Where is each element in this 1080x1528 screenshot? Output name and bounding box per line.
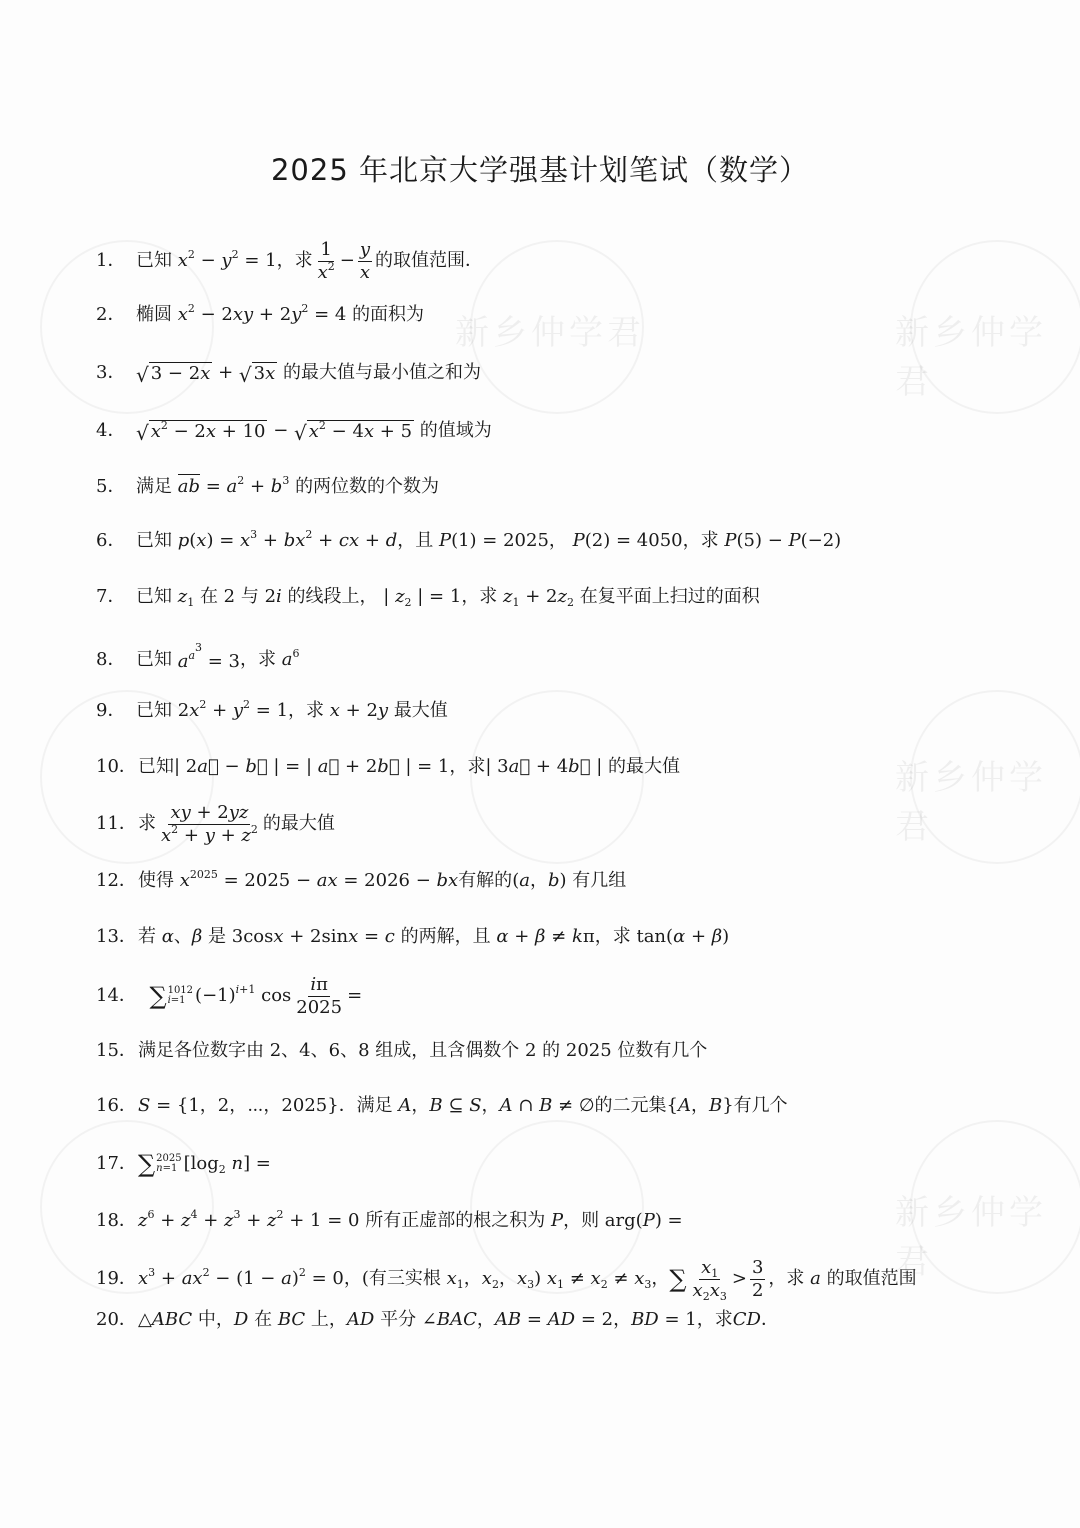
- question-7: 7． 已知 $z_1$ 在 2 与 2i 的线段上， | $z_2$ | = 1 ，求 $z_1 + 2z_2$ 在复平面上扫过的面积: [96, 586, 760, 609]
- question-3: 3． √ 3 − 2x + √ 3x 的最大值与最小值之和为: [96, 362, 481, 387]
- question-9: 9． 已知 $2x^2 + y^2 = 1$ ，求 x + 2y 最大值: [96, 698, 448, 721]
- question-8: 8． 已知 $a^{a^3} = 3$ ，求 $a^6$: [96, 641, 300, 672]
- question-19: 19． $x^3 + ax^2 - (1 - a)^2 = 0$ ，(有三实根 $x_1$，$x_2$，$x_3$ ) $x_1 \ne x_2 \ne x_3$ ， ∑ $\frac{x_1}{x_2x_3}$ > $\frac{3}{2}$ ，求 a 的取值范围: [96, 1257, 917, 1303]
- watermark-seal: [910, 690, 1080, 864]
- watermark-seal: [910, 240, 1080, 414]
- question-2: 2． 椭圆 $x^2 - 2xy + 2y^2 = 4$ 的面积为: [96, 302, 425, 325]
- question-18: 18． $z^6 + z^4 + z^3 + z^2 + 1 = 0$ 所有正虚部的根之积为 P ，则 arg(P) =: [96, 1208, 683, 1231]
- watermark-seal: [910, 1120, 1080, 1294]
- question-5: 5． 满足 ab = $a^2 + b^3$ 的两位数的个数为: [96, 474, 440, 497]
- question-4: 4． √ $x^2 - 2x + 10$ − √ $x^2 - 4x + 5$ 的值域为: [96, 419, 492, 445]
- watermark-seal: [470, 690, 644, 864]
- question-17: 17． ∑ 2025 n=1 [$\log_2$ n] =: [96, 1150, 271, 1178]
- question-1: 1． 已知 $x^2 - y^2 = 1$ ，求 $\frac{1}{x^2}$ − $\frac{y}{x}$ 的取值范围．: [96, 239, 483, 283]
- watermark-seal: [470, 240, 644, 414]
- page-title: 2025 年北京大学强基计划笔试（数学）: [270, 153, 810, 187]
- watermark-text: 新乡仲学君: [895, 758, 1047, 847]
- watermark-text: 新乡仲学君: [455, 313, 645, 353]
- question-20: 20． △ABC 中， D 在 BC 上， AD 平分 ∠BAC ， AB = AD = 2 ， BD = 1 ，求 CD．: [96, 1309, 779, 1330]
- question-11: 11． 求 $\frac{xy + 2yz}{x^2 + y + z^2}$ 的最大值: [96, 802, 335, 846]
- watermark-text: 新乡仲学君: [895, 1193, 1047, 1282]
- watermark-text: 新乡仲学君: [895, 313, 1047, 402]
- question-14: 14． ∑ 1012 i=1 $(-1)^{i+1}$ cos $\frac{i\pi}{2025}$ =: [96, 974, 363, 1018]
- question-15: 15． 满足各位数字由 2、4、6、8 组成，且含偶数个 2 的 2025 位数有几个: [96, 1040, 708, 1061]
- question-10: 10． 已知 | 2a⃗ − b⃗ | = | a⃗ + 2b⃗ | = 1 ，求 | 3a⃗ + 4b⃗ | 的最大值: [96, 756, 681, 777]
- question-16: 16． S = {1，2，⋯，2025} ．满足 A，B ⊆ S ， A ∩ B ≠ ∅ 的二元集 {A，B} 有几个: [96, 1095, 788, 1116]
- question-13: 13． 若 α、β 是 3cosx + 2sinx = c 的两解，且 α + β ≠ kπ ，求 tan(α + β): [96, 926, 730, 947]
- question-6: 6． 已知 $p(x) = x^3 + bx^2$ + cx + d ，且 P(1) = 2025， P(2) = 4050 ，求 P(5) − P(−2): [96, 528, 842, 551]
- question-12: 12． 使得 $x^{2025} = 2025$ − ax = 2026 − bx 有解的 (a，b) 有几组: [96, 868, 627, 891]
